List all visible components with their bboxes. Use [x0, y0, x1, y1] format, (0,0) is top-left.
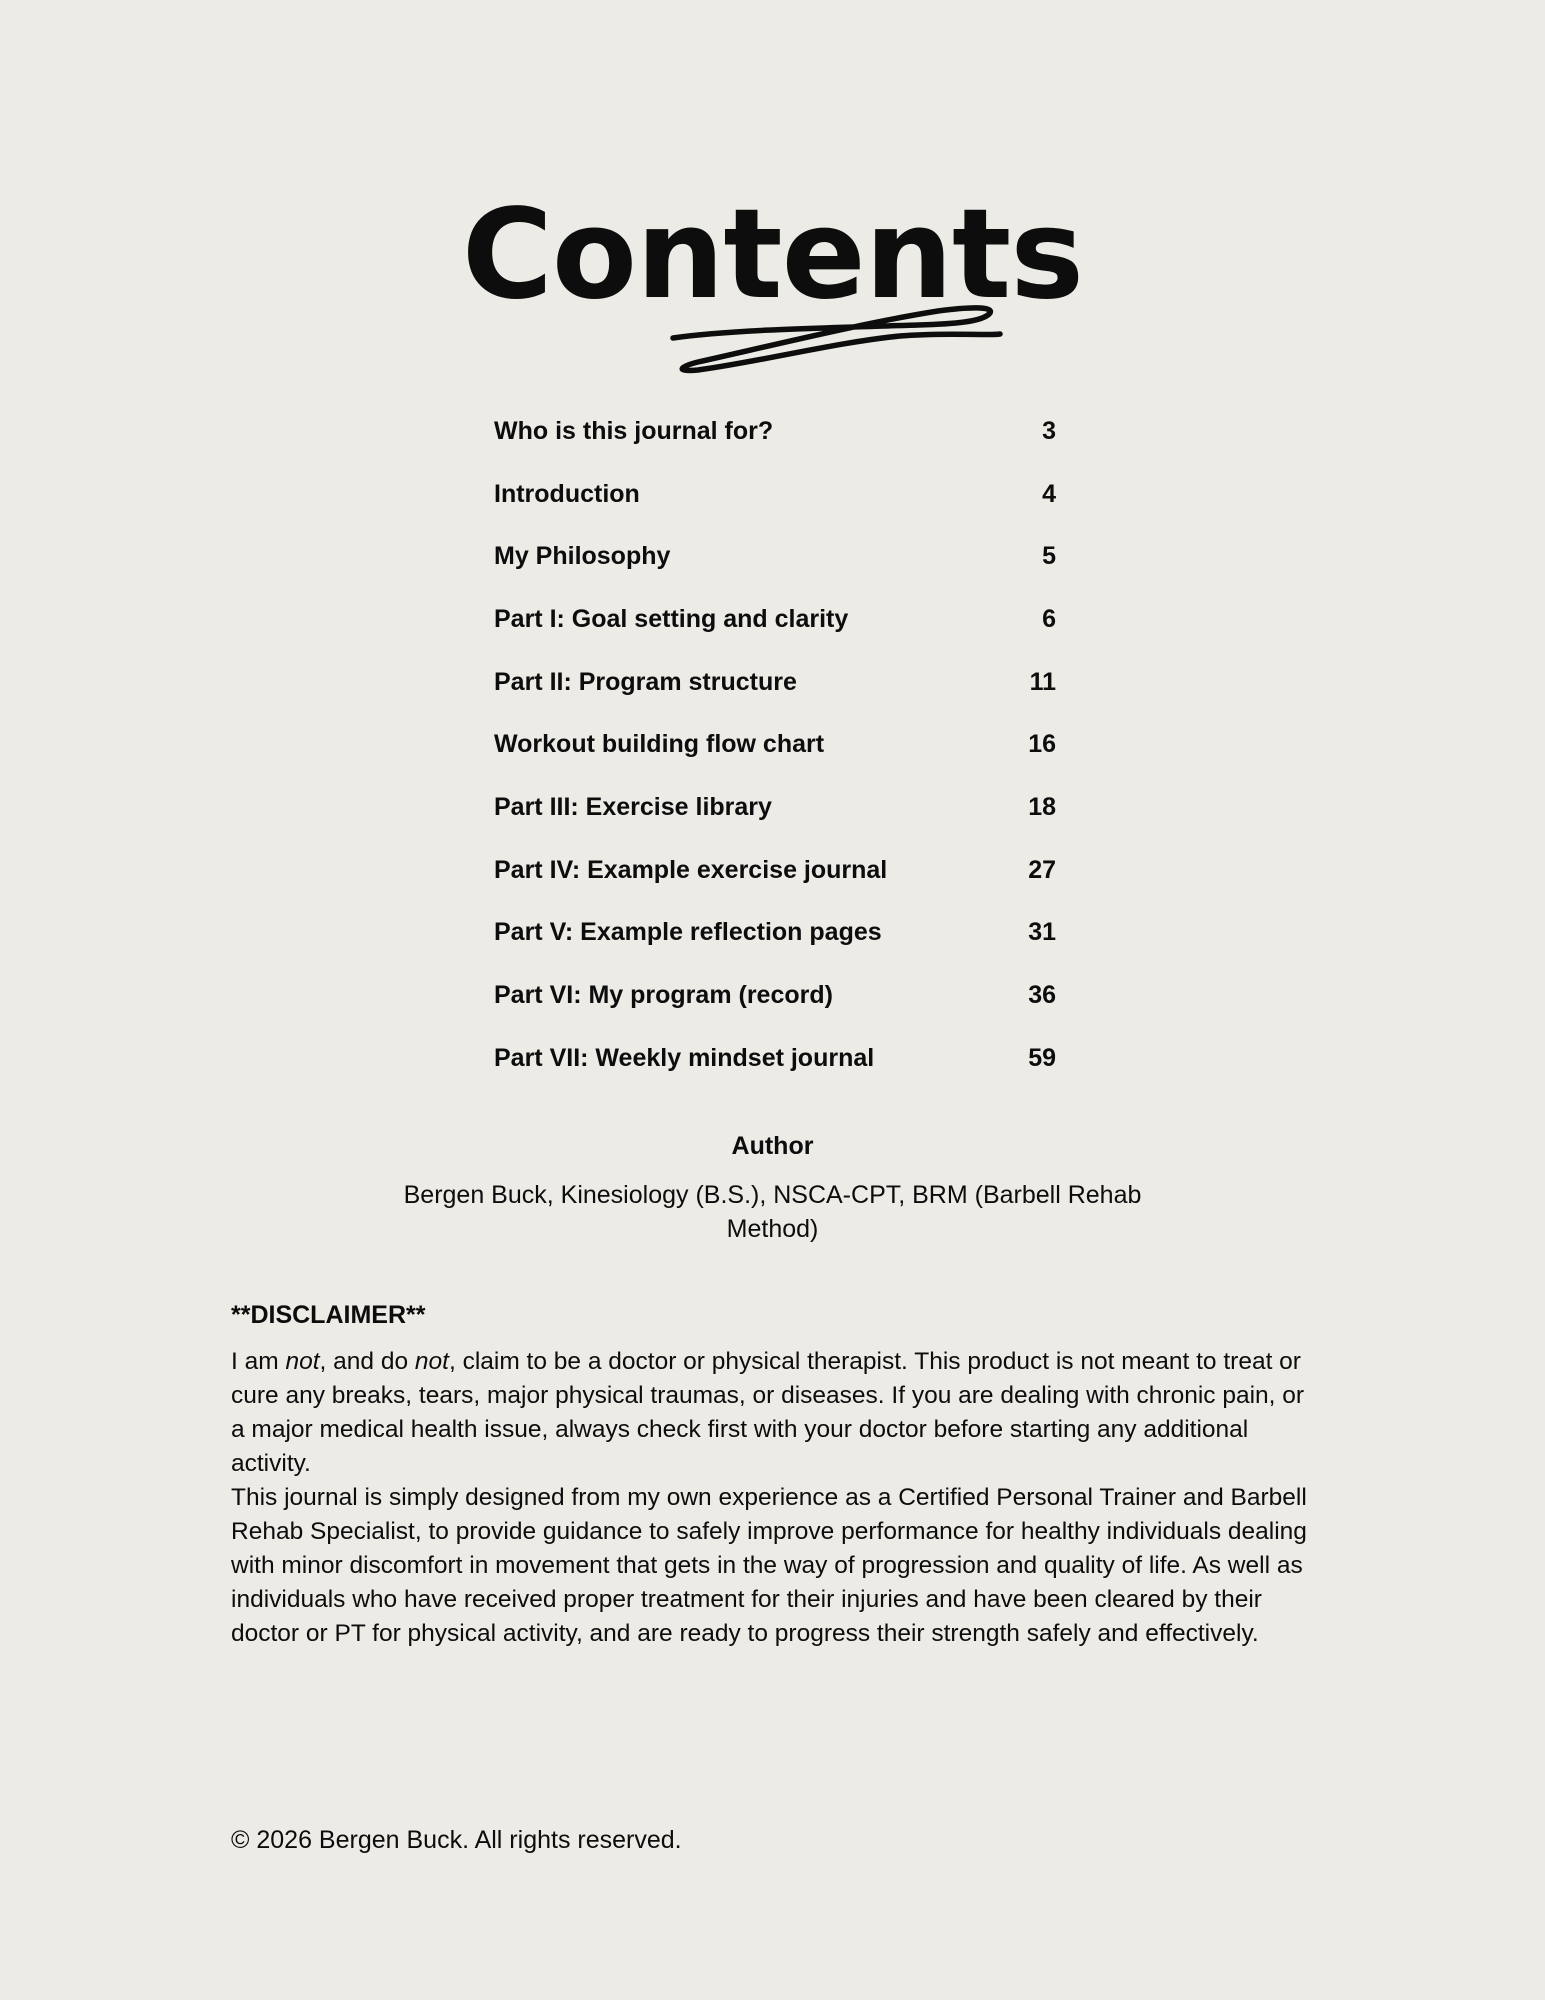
toc-entry-page: 3: [1042, 416, 1056, 445]
author-credentials-line-2: Method): [726, 1215, 819, 1243]
toc-entry-page: 36: [1028, 981, 1056, 1010]
toc-entry-label: Part V: Example reflection pages: [494, 918, 882, 947]
toc-entry[interactable]: [494, 776, 1056, 839]
disclaimer-heading: **DISCLAIMER**: [231, 1301, 426, 1329]
toc-entry[interactable]: [494, 964, 1056, 1027]
toc-entry-label: My Philosophy: [494, 542, 671, 571]
disclaimer-paragraph-1: [231, 1345, 1321, 1481]
toc-entry-page: 6: [1042, 604, 1056, 633]
author-credentials: [0, 1178, 1545, 1246]
toc-entry-page: 16: [1028, 730, 1056, 759]
title-underline-scribble: [668, 300, 1008, 380]
toc-entry[interactable]: [494, 839, 1056, 902]
disclaimer-paragraph-2: This journal is simply designed from my own experience as a Certified Personal Trainer and Barbell Rehab Specialist, to provide guidance to safely improve performance for healthy individuals dealing with minor discomfort in movement that gets in the way of progression and quality of life. As well as individuals who have received proper treatment for their injuries and have been cleared by their doctor or PT for physical activity, and are ready to progress their strength safely and effectively.: [231, 1484, 1307, 1647]
toc-entry-page: 5: [1042, 542, 1056, 571]
table-of-contents: [494, 400, 1056, 1090]
toc-entry-label: Part III: Exercise library: [494, 792, 772, 821]
toc-entry-label: Introduction: [494, 479, 640, 508]
toc-entry-page: 11: [1029, 667, 1056, 696]
toc-entry[interactable]: [494, 651, 1056, 714]
author-credentials-line-1: Bergen Buck, Kinesiology (B.S.), NSCA-CPT, BRM (Barbell Rehab: [403, 1181, 1142, 1209]
toc-entry-page: 59: [1028, 1043, 1056, 1072]
disclaimer-emphasis: not: [285, 1348, 320, 1375]
toc-entry[interactable]: [494, 400, 1056, 463]
author-heading: Author: [731, 1132, 814, 1160]
toc-entry-page: 18: [1028, 792, 1056, 821]
toc-entry[interactable]: [494, 902, 1056, 965]
disclaimer-emphasis: not: [414, 1348, 449, 1375]
toc-entry[interactable]: [494, 525, 1056, 588]
toc-entry-label: Workout building flow chart: [494, 730, 825, 759]
toc-entry-label: Part IV: Example exercise journal: [494, 855, 888, 884]
disclaimer-text: , claim to be a doctor or physical therapist. This product is not meant to treat or cure any breaks, tears, major physical traumas, or diseases. If you are dealing with chronic pain, or a major medical health issue, always check first with your doctor before starting any additional activity.: [231, 1348, 1305, 1477]
disclaimer-text: I am: [231, 1348, 286, 1375]
toc-entry[interactable]: [494, 588, 1056, 651]
toc-entry-label: Who is this journal for?: [494, 416, 774, 445]
toc-entry-page: 31: [1028, 918, 1056, 947]
toc-entry[interactable]: [494, 713, 1056, 776]
disclaimer-section: [231, 1297, 1321, 1651]
toc-entry-page: 4: [1042, 479, 1056, 508]
toc-entry-page: 27: [1028, 855, 1056, 884]
toc-entry[interactable]: [494, 1027, 1056, 1090]
toc-entry-label: Part II: Program structure: [494, 667, 797, 696]
copyright-notice: © 2026 Bergen Buck. All rights reserved.: [231, 1826, 682, 1854]
toc-entry[interactable]: [494, 463, 1056, 526]
toc-entry-label: Part VII: Weekly mindset journal: [494, 1043, 875, 1072]
page-title: Contents: [461, 183, 1084, 327]
toc-entry-label: Part I: Goal setting and clarity: [494, 604, 849, 633]
disclaimer-text: , and do: [319, 1348, 415, 1375]
toc-entry-label: Part VI: My program (record): [494, 981, 833, 1010]
